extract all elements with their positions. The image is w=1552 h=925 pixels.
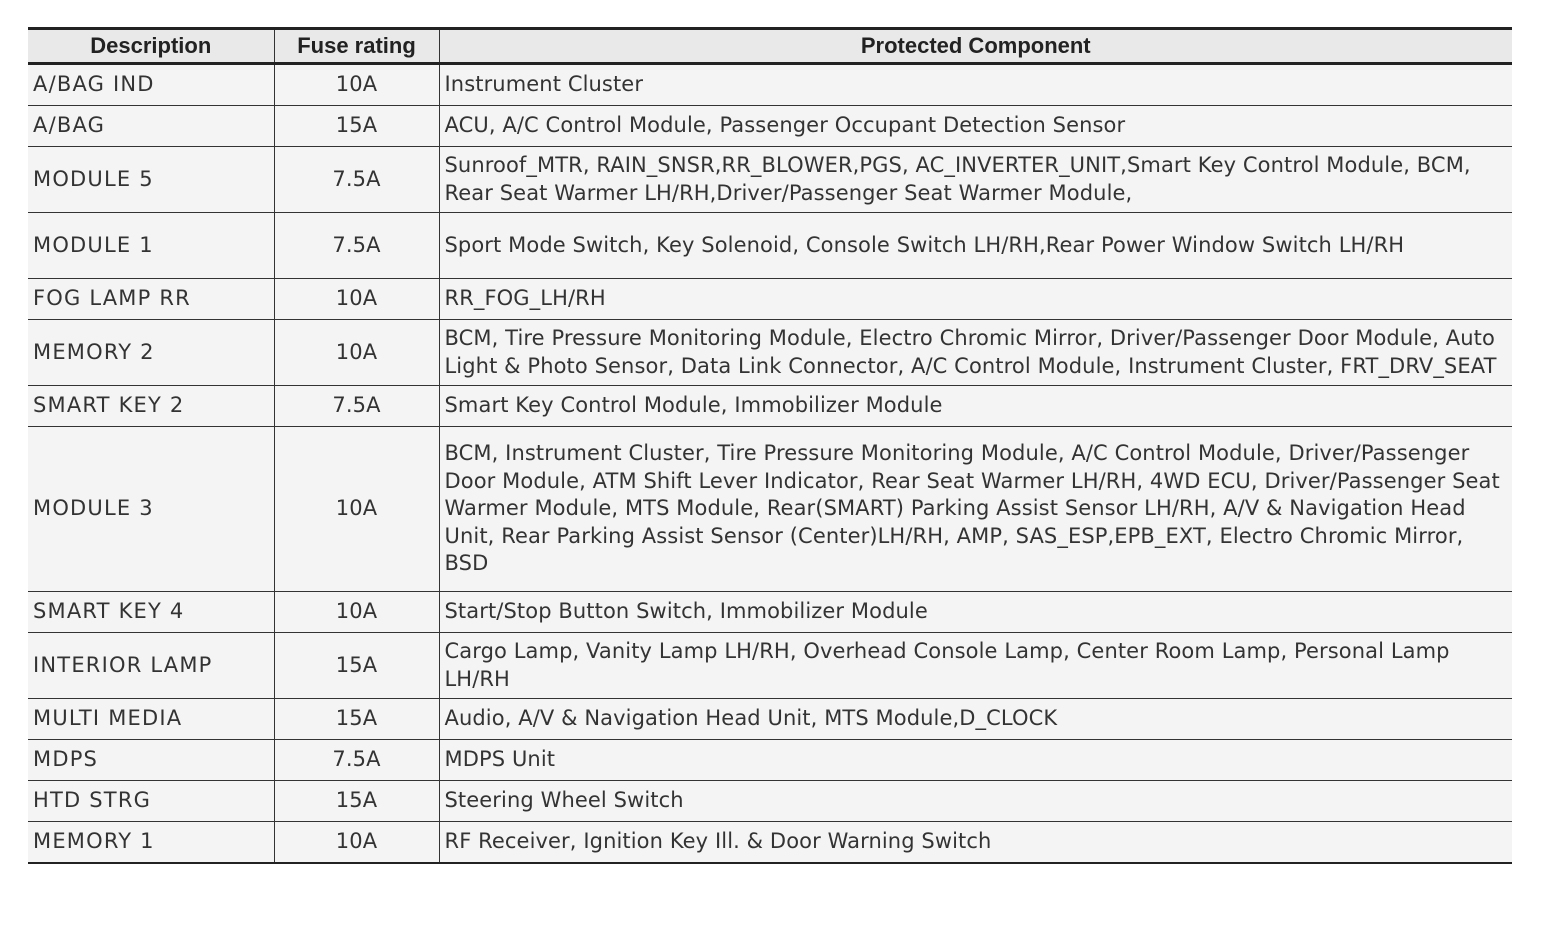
- table-row: [28, 781, 1512, 822]
- cell-fuse-rating: 10A: [274, 427, 439, 592]
- table-row: [28, 740, 1512, 781]
- header-description: Description: [28, 29, 274, 64]
- cell-fuse-rating: 10A: [274, 64, 439, 106]
- cell-protected-component: BCM, Tire Pressure Monitoring Module, Electro Chromic Mirror, Driver/Passenger Door Module, Auto Light & Photo Sensor, Data Link Connector, A/C Control Module, Instrument Cluster, FRT_DRV_SEAT: [439, 320, 1512, 386]
- cell-description: MODULE 3: [28, 427, 274, 592]
- cell-fuse-rating: 10A: [274, 822, 439, 864]
- fuse-table: [28, 27, 1512, 864]
- cell-description: MODULE 1: [28, 213, 274, 279]
- table-row: [28, 427, 1512, 592]
- cell-protected-component: Smart Key Control Module, Immobilizer Module: [439, 386, 1512, 427]
- cell-protected-component: RF Receiver, Ignition Key Ill. & Door Warning Switch: [439, 822, 1512, 864]
- cell-fuse-rating: 15A: [274, 699, 439, 740]
- cell-fuse-rating: 10A: [274, 279, 439, 320]
- table-header-row: [28, 29, 1512, 64]
- cell-protected-component: Sunroof_MTR, RAIN_SNSR,RR_BLOWER,PGS, AC_INVERTER_UNIT,Smart Key Control Module, BCM, Rear Seat Warmer LH/RH,Driver/Passenger Seat Warmer Module,: [439, 147, 1512, 213]
- table-row: [28, 386, 1512, 427]
- table-row: [28, 147, 1512, 213]
- cell-fuse-rating: 15A: [274, 106, 439, 147]
- table-row: [28, 633, 1512, 699]
- table-row: [28, 699, 1512, 740]
- cell-description: INTERIOR LAMP: [28, 633, 274, 699]
- cell-fuse-rating: 10A: [274, 592, 439, 633]
- cell-fuse-rating: 15A: [274, 781, 439, 822]
- cell-fuse-rating: 7.5A: [274, 213, 439, 279]
- cell-fuse-rating: 7.5A: [274, 740, 439, 781]
- cell-fuse-rating: 7.5A: [274, 386, 439, 427]
- cell-description: MEMORY 2: [28, 320, 274, 386]
- cell-protected-component: Cargo Lamp, Vanity Lamp LH/RH, Overhead Console Lamp, Center Room Lamp, Personal Lamp LH/RH: [439, 633, 1512, 699]
- cell-fuse-rating: 7.5A: [274, 147, 439, 213]
- table-row: [28, 592, 1512, 633]
- cell-description: MULTI MEDIA: [28, 699, 274, 740]
- cell-description: MODULE 5: [28, 147, 274, 213]
- table-row: [28, 213, 1512, 279]
- cell-protected-component: BCM, Instrument Cluster, Tire Pressure Monitoring Module, A/C Control Module, Driver/Passenger Door Module, ATM Shift Lever Indicator, Rear Seat Warmer LH/RH, 4WD ECU, Driver/Passenger Seat Warmer Module, MTS Module, Rear(SMART) Parking Assist Sensor LH/RH, A/V & Navigation Head Unit, Rear Parking Assist Sensor (Center)LH/RH, AMP, SAS_ESP,EPB_EXT, Electro Chromic Mirror, BSD: [439, 427, 1512, 592]
- table-row: [28, 106, 1512, 147]
- cell-description: MDPS: [28, 740, 274, 781]
- table-row: [28, 320, 1512, 386]
- cell-protected-component: Audio, A/V & Navigation Head Unit, MTS Module,D_CLOCK: [439, 699, 1512, 740]
- cell-description: SMART KEY 2: [28, 386, 274, 427]
- cell-protected-component: Sport Mode Switch, Key Solenoid, Console Switch LH/RH,Rear Power Window Switch LH/RH: [439, 213, 1512, 279]
- table-row: [28, 64, 1512, 106]
- cell-fuse-rating: 10A: [274, 320, 439, 386]
- cell-description: SMART KEY 4: [28, 592, 274, 633]
- cell-description: A/BAG: [28, 106, 274, 147]
- cell-description: MEMORY 1: [28, 822, 274, 864]
- cell-description: HTD STRG: [28, 781, 274, 822]
- cell-protected-component: RR_FOG_LH/RH: [439, 279, 1512, 320]
- header-protected-component: Protected Component: [439, 29, 1512, 64]
- cell-fuse-rating: 15A: [274, 633, 439, 699]
- cell-protected-component: Start/Stop Button Switch, Immobilizer Module: [439, 592, 1512, 633]
- table-row: [28, 822, 1512, 864]
- cell-protected-component: MDPS Unit: [439, 740, 1512, 781]
- cell-description: FOG LAMP RR: [28, 279, 274, 320]
- header-fuse-rating: Fuse rating: [274, 29, 439, 64]
- cell-protected-component: Steering Wheel Switch: [439, 781, 1512, 822]
- table-row: [28, 279, 1512, 320]
- cell-description: A/BAG IND: [28, 64, 274, 106]
- cell-protected-component: ACU, A/C Control Module, Passenger Occupant Detection Sensor: [439, 106, 1512, 147]
- cell-protected-component: Instrument Cluster: [439, 64, 1512, 106]
